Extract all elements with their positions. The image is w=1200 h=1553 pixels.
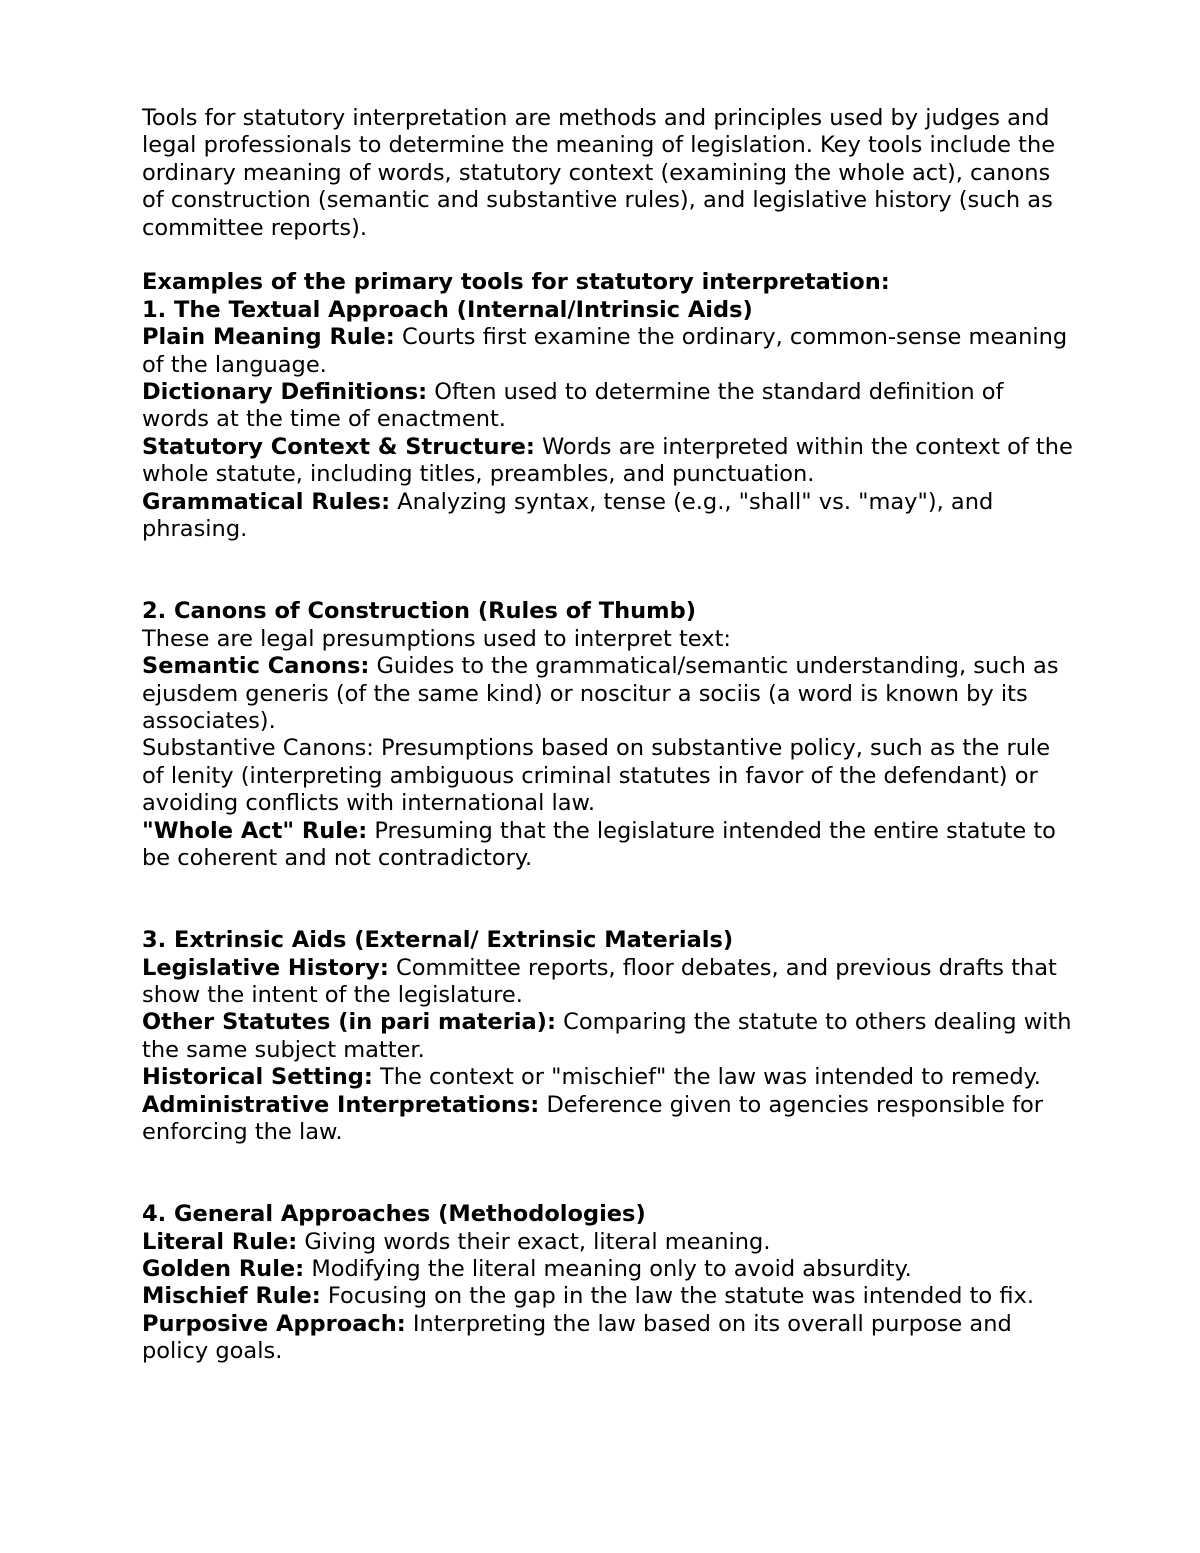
list-item xyxy=(142,324,1077,379)
description: Presuming that the legislature intended the entire statute to be coherent and not contradictory. xyxy=(142,817,1056,871)
description: Committee reports, floor debates, and previous drafts that show the intent of the legislature. xyxy=(142,954,1057,1008)
term: Semantic Canons: xyxy=(142,653,370,680)
section-1-heading: 1. The Textual Approach (Internal/Intrinsic Aids) xyxy=(142,296,753,323)
description: Giving words their exact, literal meaning. xyxy=(297,1228,771,1255)
term: "Whole Act" Rule: xyxy=(142,817,368,844)
list-item xyxy=(142,1009,1077,1064)
description: Focusing on the gap in the law the statute was intended to fix. xyxy=(320,1283,1034,1310)
term: Mischief Rule: xyxy=(142,1283,321,1310)
description: Analyzing syntax, tense (e.g., "shall" vs. "may"), and phrasing. xyxy=(142,488,994,543)
list-item xyxy=(142,1311,1077,1366)
term: Golden Rule: xyxy=(142,1256,305,1282)
list-item xyxy=(142,653,1077,735)
list-item: Substantive Canons: Presumptions based on substantive policy, such as the rule of lenity (interpreting ambiguous criminal statutes in favor of the defendant) or avoiding conflicts with international law. xyxy=(142,735,1051,817)
section-2-heading: 2. Canons of Construction (Rules of Thumb) xyxy=(142,598,697,625)
description: Comparing the statute to others dealing with the same subject matter. xyxy=(142,1009,1072,1063)
term: Legislative History: xyxy=(142,954,389,981)
term: Dictionary Definitions: xyxy=(142,379,428,406)
examples-heading: Examples of the primary tools for statutory interpretation: xyxy=(142,269,890,296)
list-item xyxy=(142,1256,1077,1283)
section-4-heading: 4. General Approaches (Methodologies) xyxy=(142,1201,646,1228)
spacer xyxy=(142,872,1077,927)
term: Plain Meaning Rule: xyxy=(142,324,395,351)
list-item xyxy=(142,1283,1077,1310)
list-item xyxy=(142,1092,1077,1147)
term: Historical Setting: xyxy=(142,1064,373,1091)
spacer xyxy=(142,242,1077,269)
intro-paragraph: Tools for statutory interpretation are methods and principles used by judges and legal professionals to determine the meaning of legislation. Key tools include the ordinary meaning of words, statutory context (examining the whole act), canons of construction (semantic and substantive rules), and legislative history (such as committee reports). xyxy=(142,105,1056,241)
document-page xyxy=(142,105,1077,1366)
description: Modifying the literal meaning only to avoid absurdity. xyxy=(304,1256,912,1282)
description: Interpreting the law based on its overall purpose and policy goals. xyxy=(142,1310,1012,1365)
term: Statutory Context & Structure: xyxy=(142,433,535,460)
spacer xyxy=(142,543,1077,598)
term: Other Statutes (in pari materia): xyxy=(142,1009,556,1036)
term: Purposive Approach: xyxy=(142,1310,406,1337)
description: Often used to determine the standard definition of words at the time of enactment. xyxy=(142,379,1004,433)
description: Courts first examine the ordinary, common-sense meaning of the language. xyxy=(142,324,1068,378)
list-item xyxy=(142,955,1077,1010)
description: Guides to the grammatical/semantic understanding, such as ejusdem generis (of the same kind) or noscitur a sociis (a word is known by its associates). xyxy=(142,653,1059,734)
term: Literal Rule: xyxy=(142,1228,298,1255)
description: Deference given to agencies responsible for enforcing the law. xyxy=(142,1091,1044,1145)
term: Grammatical Rules: xyxy=(142,488,391,515)
list-item xyxy=(142,1064,1077,1091)
section-2-intro: These are legal presumptions used to interpret text: xyxy=(142,625,731,652)
list-item xyxy=(142,1229,1077,1256)
section-3-heading: 3. Extrinsic Aids (External/ Extrinsic Materials) xyxy=(142,927,734,954)
list-item xyxy=(142,379,1077,434)
list-item xyxy=(142,489,1077,544)
term: Administrative Interpretations: xyxy=(142,1091,540,1118)
list-item xyxy=(142,434,1077,489)
list-item xyxy=(142,818,1077,873)
spacer xyxy=(142,1146,1077,1201)
description: The context or "mischief" the law was intended to remedy. xyxy=(372,1064,1041,1091)
description: Words are interpreted within the context of the whole statute, including titles, preambles, and punctuation. xyxy=(142,433,1073,488)
